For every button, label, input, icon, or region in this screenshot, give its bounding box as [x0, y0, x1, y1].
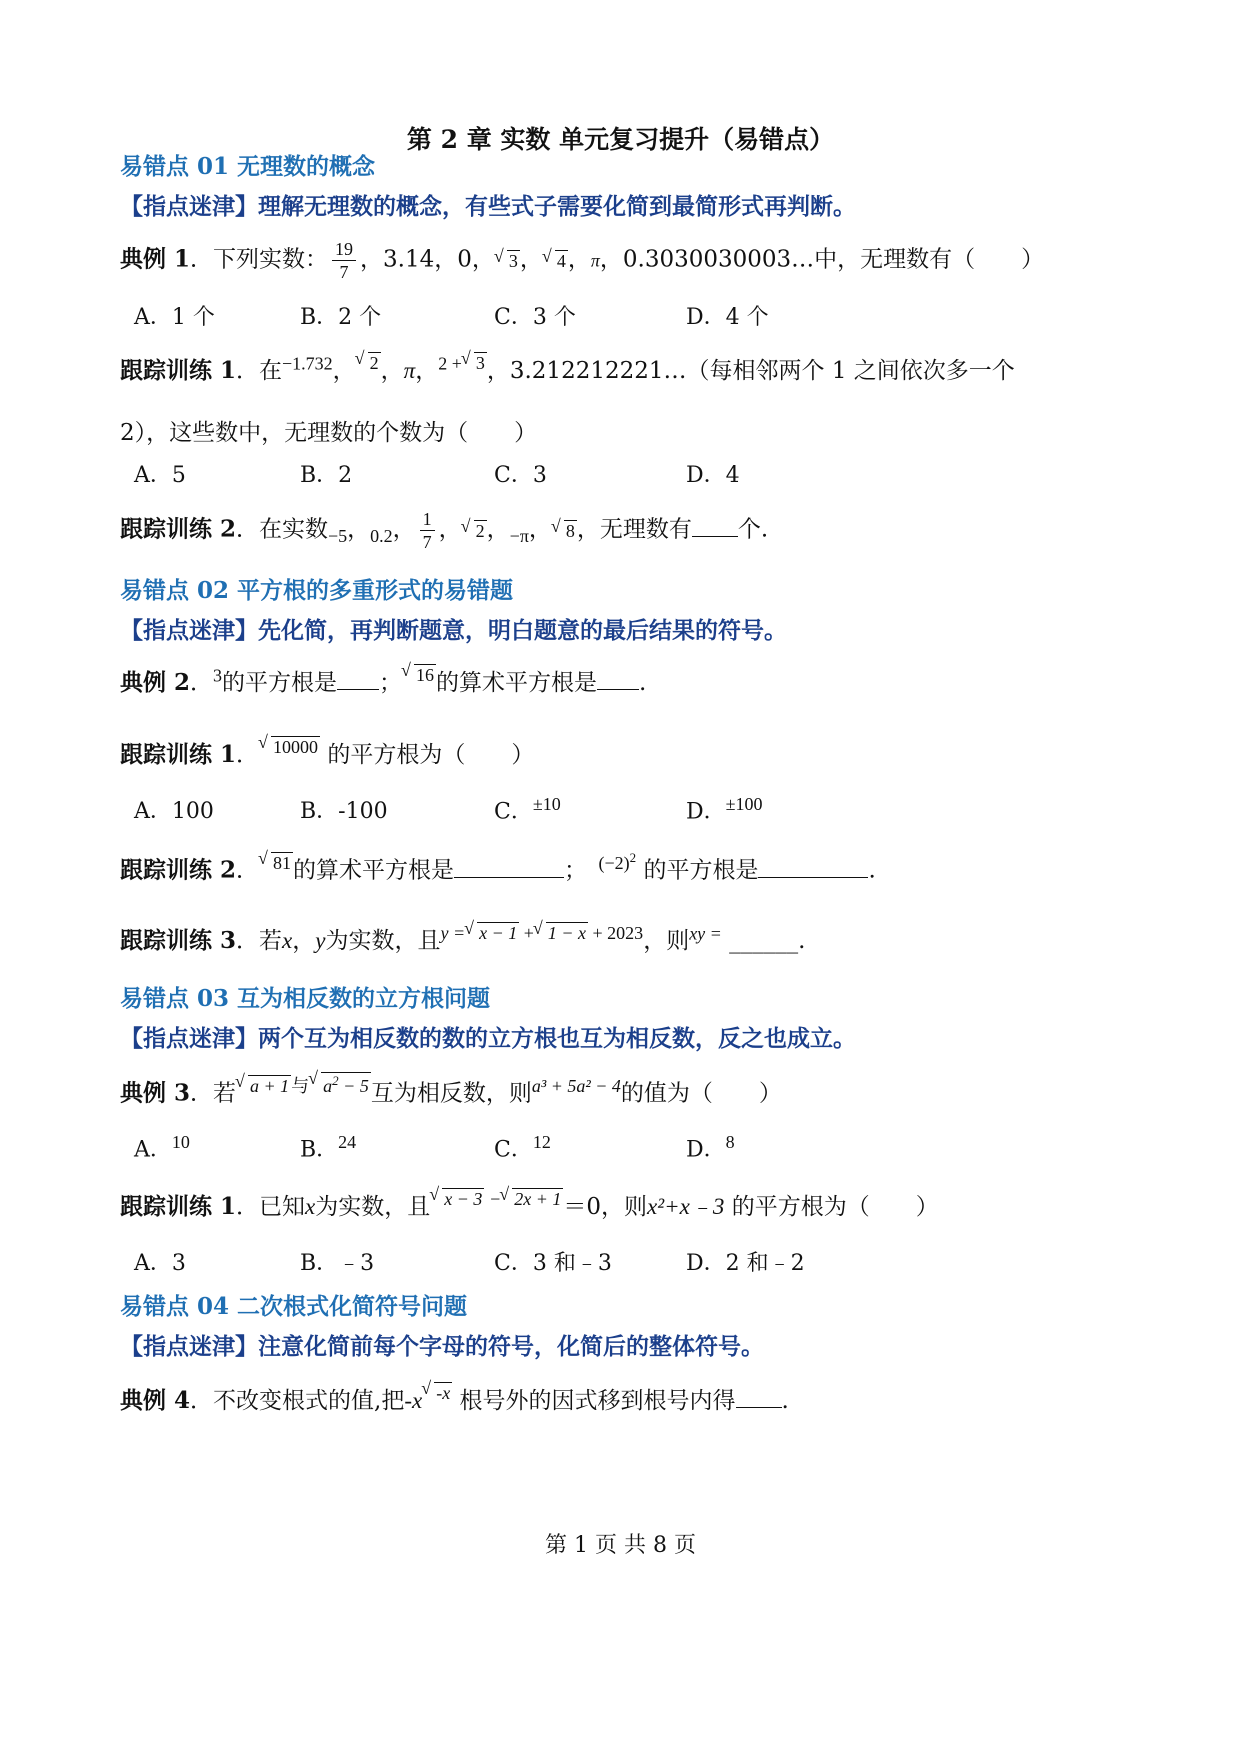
- example-3: 典例 3．若√ $^{a + 1 与√ a^2 - 5}$互为相反数，则$^{a^3 + 5a^2 - 4}$的值为（ ）: [120, 1072, 782, 1108]
- section-heading-02: 易错点 02 平方根的多重形式的易错题: [120, 577, 514, 604]
- option-d: D．4 个: [686, 305, 769, 330]
- tip-02: 【指点迷津】先化简，再判断题意，明白题意的最后结果的符号。: [120, 617, 787, 644]
- option-a: A．3: [134, 1251, 186, 1276]
- training-2-3: 跟踪训练 3．若x，y为实数，且$^{y =√ x - 1 +√ 1 - x + 2023}$，则$^{xy =}$ ______.: [120, 922, 805, 955]
- option-d: D．$^8$: [686, 1132, 735, 1163]
- answer-blank[interactable]: [337, 689, 379, 690]
- training-3-1: 跟踪训练 1．已知x为实数，且√ $^{x - 3 -√ 2x + 1}$＝0，则x²+x﹣3 的平方根为（ ）: [120, 1188, 939, 1221]
- option-c: C．3 个: [494, 305, 576, 330]
- section-heading-03: 易错点 03 互为相反数的立方根问题: [120, 985, 491, 1012]
- example-2: 典例 2．$^3$的平方根是 ；√ $^{16}$的算术平方根是 .: [120, 664, 646, 697]
- cube-root: √ 8: [564, 520, 577, 542]
- sqrt-expression: √ 3: [507, 250, 520, 272]
- section-heading-01: 易错点 01 无理数的概念: [120, 153, 376, 180]
- answer-blank[interactable]: [758, 877, 868, 878]
- option-c: C．3: [494, 463, 547, 488]
- option-b: B．2: [300, 463, 353, 488]
- option-d: D．4: [686, 463, 740, 488]
- answer-blank[interactable]: [454, 877, 564, 878]
- tip-03: 【指点迷津】两个互为相反数的数的立方根也互为相反数，反之也成立。: [120, 1025, 856, 1052]
- option-b: B．﹣3: [300, 1251, 375, 1276]
- answer-blank[interactable]: [692, 536, 738, 537]
- option-c: C．$^{12}$: [494, 1132, 551, 1163]
- option-c: C．$^{\pm 10}$: [494, 794, 561, 825]
- option-d: D．$^{\pm 100}$: [686, 794, 763, 825]
- example-1: 典例 1．下列实数： $\frac{19}{7}$ ，3.14，0，√ 3，√ 4，π，0.3030030003…中，无理数有（ ）: [120, 238, 1044, 283]
- fraction: $\frac{1}{7}$: [420, 508, 435, 553]
- answer-blank[interactable]: [736, 1407, 782, 1408]
- sqrt-expression: √ 4: [555, 250, 568, 272]
- section-heading-04: 易错点 04 二次根式化简符号问题: [120, 1293, 468, 1320]
- training-2-2: 跟踪训练 2．√ $^{81}$的算术平方根是 ； $^{(-2)^2}$ 的平方根是 .: [120, 850, 876, 885]
- page-title: 第 2 章 实数 单元复习提升（易错点）: [406, 125, 835, 154]
- answer-blank[interactable]: [597, 689, 639, 690]
- tip-01: 【指点迷津】理解无理数的概念，有些式子需要化简到最简形式再判断。: [120, 193, 856, 220]
- option-b: B．$^{24}$: [300, 1132, 357, 1163]
- training-2: 跟踪训练 2．在实数$_{-5}$，$_{0.2}$， $\frac{1}{7}$ ，√ 2，$_{-\pi}$，√ 8，无理数有 个.: [120, 508, 768, 553]
- option-a: A．5: [134, 463, 186, 488]
- option-a: A．$^{10}$: [134, 1132, 190, 1163]
- option-a: A．100: [134, 799, 214, 824]
- fraction: $\frac{19}{7}$: [332, 238, 356, 283]
- option-b: B．2 个: [300, 305, 382, 330]
- option-d: D．2 和﹣2: [686, 1251, 805, 1276]
- option-c: C．3 和﹣3: [494, 1251, 612, 1276]
- training-1: 跟踪训练 1．在$^{-1.732}$，√ $^2$，π，$^{2 +}$√ $^3$，3.212212221…（每相邻两个 1 之间依次多一个: [120, 352, 1015, 385]
- tip-04: 【指点迷津】注意化简前每个字母的符号，化简后的整体符号。: [120, 1333, 764, 1360]
- example-label: 典例 1: [120, 245, 191, 273]
- option-b: B．-100: [300, 799, 388, 824]
- training-1-cont: 2），这些数中，无理数的个数为（ ）: [120, 420, 538, 446]
- training-2-1: 跟踪训练 1．√ $^{10000}$ 的平方根为（ ）: [120, 736, 534, 769]
- example-4: 典例 4．不改变根式的值,把-x√ $^{-x}$ 根号外的因式移到根号内得 .: [120, 1382, 789, 1415]
- option-a: A．1 个: [134, 305, 215, 330]
- page-footer: 第 1 页 共 8 页: [545, 1533, 696, 1558]
